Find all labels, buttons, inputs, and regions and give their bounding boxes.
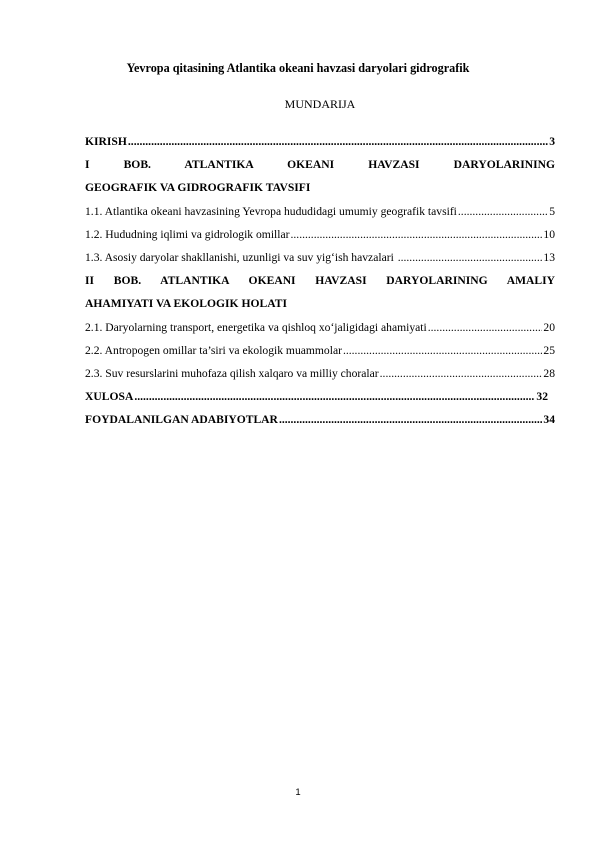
toc-leader-dots [134, 389, 535, 405]
page-number: 1 [295, 787, 301, 798]
toc-entry-label: FOYDALANILGAN ADABIYOTLAR [85, 413, 278, 427]
toc-heading: MUNDARIJA [284, 97, 356, 111]
toc-leader-dots [343, 343, 542, 359]
toc-entry-page: 5 [549, 204, 555, 218]
toc-entry-page: 20 [543, 320, 555, 334]
toc-leader-dots [128, 134, 548, 150]
toc-entry-2-3[interactable] [85, 366, 555, 389]
toc-chapter-1-line-1[interactable]: I BOB. ATLANTIKA OKEANI HAVZASI DARYOLARINING [85, 158, 555, 172]
toc-leader-dots [428, 320, 543, 336]
toc-entry-label: 1.3. Asosiy daryolar shakllanishi, uzunligi va suv yig‘ish havzalari [85, 250, 397, 264]
toc-entry-label: AHAMIYATI VA EKOLOGIK HOLATI [85, 297, 287, 311]
toc-entry-page: 10 [543, 227, 555, 241]
toc-entry-page: 34 [543, 413, 555, 427]
toc-entry-1-1[interactable] [85, 204, 555, 227]
toc-entry-2-1[interactable] [85, 320, 555, 343]
toc-entry-2-2[interactable] [85, 343, 555, 366]
toc-chapter-2-line-1[interactable]: II BOB. ATLANTIKA OKEANI HAVZASI DARYOLARINING AMALIY [85, 274, 555, 288]
toc-entry-label: 2.3. Suv resurslarini muhofaza qilish xalqaro va milliy choralar [85, 366, 379, 380]
toc-leader-dots [398, 250, 543, 266]
toc-entry-page: 13 [543, 250, 555, 264]
toc-entry-page: 3 [549, 135, 555, 148]
toc-entry-label: 2.2. Antropogen omillar ta’siri va ekologik muammolar [85, 343, 342, 357]
toc-leader-dots [380, 366, 543, 382]
document-title: Yevropa qitasining Atlantika okeani havzasi daryolari gidrografik [126, 61, 470, 75]
toc-entry-label: 1.1. Atlantika okeani havzasining Yevropa hududidagi umumiy geografik tavsifi [85, 204, 457, 218]
table-of-contents [85, 134, 555, 435]
toc-entry-page: 32 [536, 390, 548, 404]
toc-entry-label: XULOSA [85, 390, 134, 404]
toc-entry-xulosa[interactable] [85, 389, 548, 412]
toc-entry-page: 28 [543, 366, 555, 380]
toc-entry-label: KIRISH [85, 135, 127, 148]
toc-entry-label: GEOGRAFIK VA GIDROGRAFIK TAVSIFI [85, 181, 311, 195]
toc-entry-kirish[interactable] [85, 134, 555, 157]
toc-leader-dots [458, 204, 548, 220]
toc-leader-dots [279, 412, 542, 428]
toc-entry-1-2[interactable] [85, 227, 555, 250]
toc-entry-page: 25 [543, 343, 555, 357]
toc-entry-1-3[interactable] [85, 250, 555, 273]
toc-chapter-1-line-2[interactable] [85, 180, 555, 203]
toc-chapter-2-line-2[interactable] [85, 296, 555, 319]
toc-entry-label: 2.1. Daryolarning transport, energetika va qishloq xo‘jaligidagi ahamiyati [85, 320, 427, 334]
toc-entry-adabiyotlar[interactable] [85, 412, 555, 435]
toc-leader-dots [291, 227, 543, 243]
toc-entry-label: 1.2. Hududning iqlimi va gidrologik omillar [85, 227, 290, 241]
